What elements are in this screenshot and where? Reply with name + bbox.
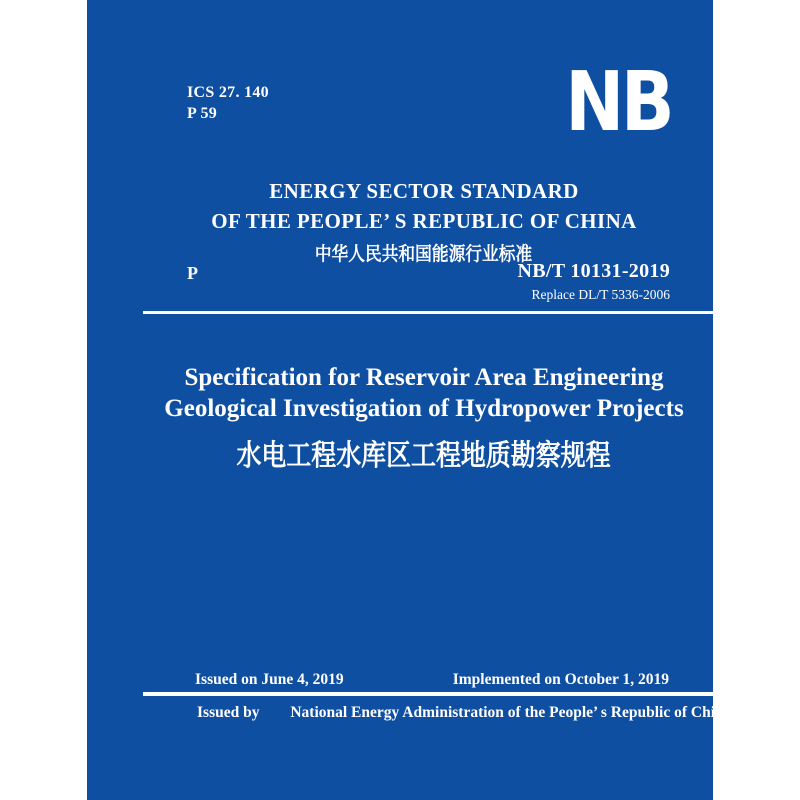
standard-number: NB/T 10131-2019 bbox=[517, 260, 670, 282]
standard-org-en-line1: ENERGY SECTOR STANDARD bbox=[269, 179, 579, 203]
p-mark: P bbox=[187, 263, 198, 283]
standard-cover bbox=[87, 0, 732, 800]
title-en-line2: Geological Investigation of Hydropower Projects bbox=[164, 395, 684, 422]
top-divider-rule bbox=[143, 311, 713, 314]
issuer-row bbox=[197, 704, 732, 722]
issued-date: Issued on June 4, 2019 bbox=[195, 671, 344, 688]
dates-row bbox=[195, 671, 669, 689]
title-zh-wrap bbox=[135, 433, 713, 474]
issuer-name: National Energy Administration of the People’ s Republic of China bbox=[290, 704, 732, 721]
title-block bbox=[135, 362, 713, 474]
standard-org-block bbox=[135, 176, 713, 266]
replaces-note: Replace DL/T 5336-2006 bbox=[531, 287, 670, 302]
standard-number-block bbox=[518, 260, 670, 303]
doc-class-code: P 59 bbox=[187, 105, 218, 122]
ics-code: ICS 27. 140 bbox=[187, 84, 269, 101]
implemented-date: Implemented on October 1, 2019 bbox=[452, 671, 669, 688]
title-en-line1: Specification for Reservoir Area Engineering bbox=[184, 364, 664, 391]
bottom-divider-rule bbox=[143, 692, 713, 696]
issuer-label: Issued by bbox=[197, 704, 260, 721]
standard-org-zh: 中华人民共和国能源行业标准 bbox=[315, 243, 533, 265]
nb-logo: NB bbox=[565, 55, 671, 150]
standard-org-en-line2: OF THE PEOPLE’ S REPUBLIC OF CHINA bbox=[211, 209, 637, 233]
title-zh: 水电工程水库区工程地质勘察规程 bbox=[236, 440, 612, 472]
classification-block bbox=[187, 82, 269, 124]
